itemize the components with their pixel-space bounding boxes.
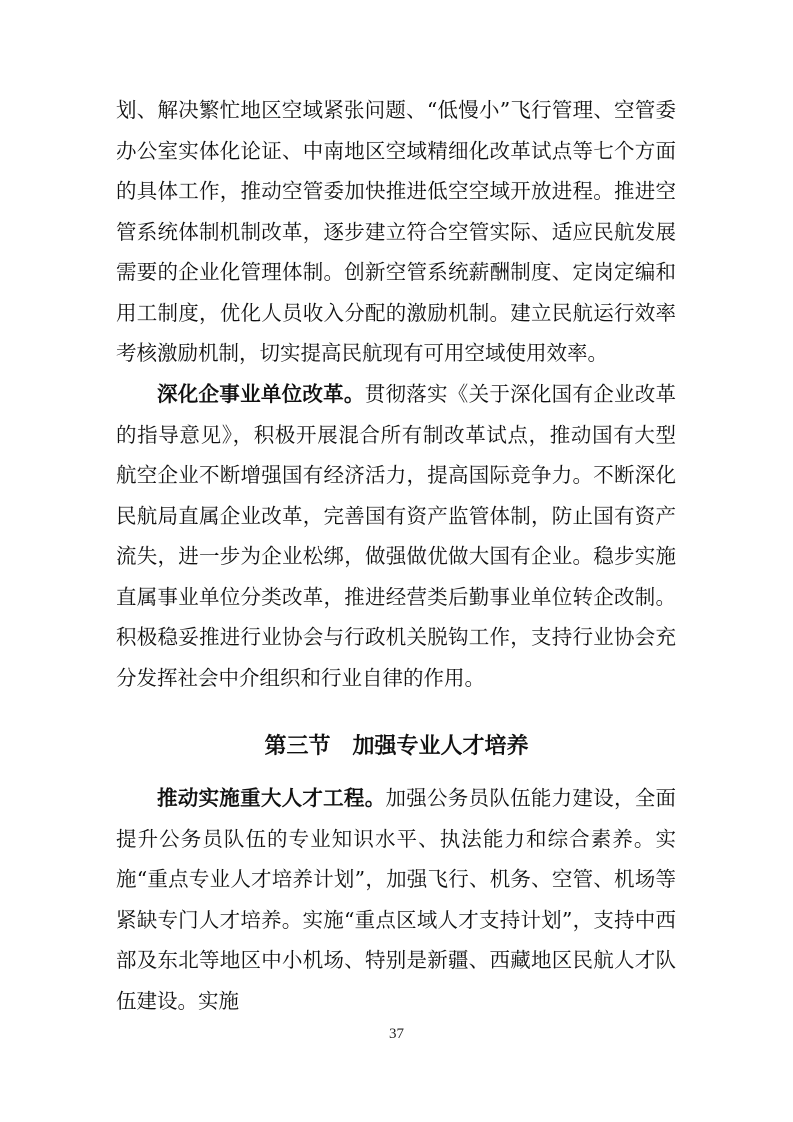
paragraph-airspace-reform [116, 90, 676, 374]
paragraph-lead: 推动实施重大人才工程。 [157, 786, 386, 810]
paragraph-enterprise-reform [116, 374, 676, 698]
paragraph-talent-project [116, 778, 676, 1021]
paragraph-body: 贯彻落实《关于深化国有企业改革的指导意见》，积极开展混合所有制改革试点，推动国有大型航空企业不断增强国有经济活力，提高国际竞争力。不断深化民航局直属企业改革，完善国有资产监管体制，防止国有资产流失，进一步为企业松绑，做强做优做大国有企业。稳步实施直属事业单位分类改革，推进经营类后勤事业单位转企改制。积极稳妥推进行业协会与行政机关脱钩工作，支持行业协会充分发挥社会中介组织和行业自律的作用。 [116, 382, 677, 690]
paragraph-body: 加强公务员队伍能力建设，全面提升公务员队伍的专业知识水平、执法能力和综合素养。实施“重点专业人才培养计划”，加强飞行、机务、空管、机场等紧缺专门人才培养。实施“重点区域人才支持计划”，支持中西部及东北等地区中小机场、特别是新疆、西藏地区民航人才队伍建设。实施 [116, 786, 677, 1013]
section-heading: 第三节 加强专业人才培养 [264, 733, 529, 759]
paragraph-body: 划、解决繁忙地区空域紧张问题、“低慢小”飞行管理、空管委办公室实体化论证、中南地区空域精细化改革试点等七个方面的具体工作，推动空管委加快推进低空空域开放进程。推进空管系统体制机制改革，逐步建立符合空管实际、适应民航发展需要的企业化管理体制。创新空管系统薪酬制度、定岗定编和用工制度，优化人员收入分配的激励机制。建立民航运行效率考核激励机制，切实提高民航现有可用空域使用效率。 [116, 98, 676, 365]
paragraph-lead: 深化企事业单位改革。 [157, 382, 365, 406]
page-number: 37 [389, 1026, 404, 1042]
